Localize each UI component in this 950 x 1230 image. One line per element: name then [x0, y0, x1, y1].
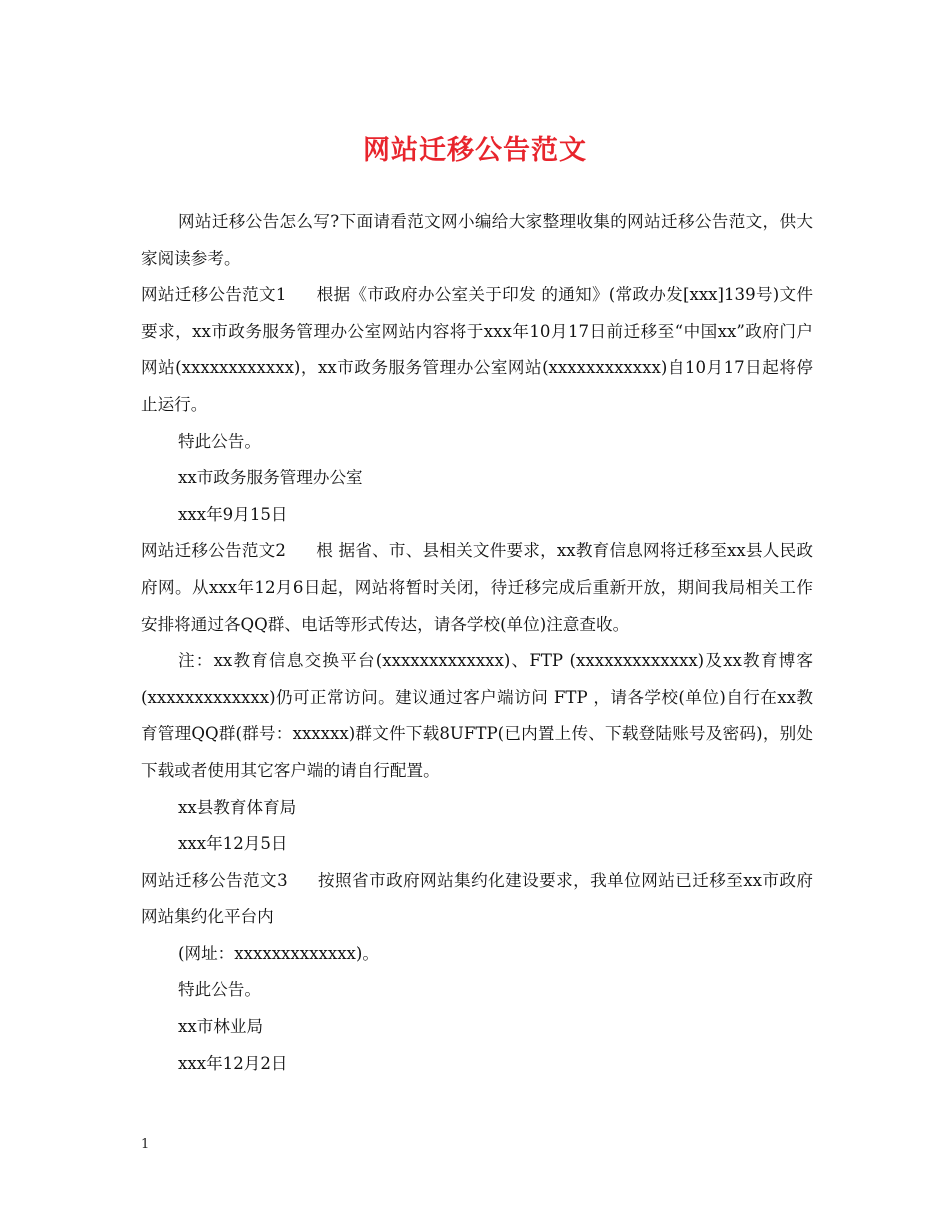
paragraph-text: (网址：xxxxxxxxxxxxx)。	[178, 943, 379, 963]
paragraph-text: 特此公告。	[178, 980, 261, 1000]
paragraph-text: 根 据省、市、县相关文件要求，xx教育信息网将迁移至xx县人民政府网。从xxx年12月6日起，网站将暂时关闭，待迁移完成后重新开放，期间我局相关工作安排将通过各QQ群、电话等形式传达，请各学校(单位)注意查收。	[141, 541, 813, 634]
closing-paragraph	[141, 972, 813, 1009]
paragraph-text: 注：xx教育信息交换平台(xxxxxxxxxxxxx)、FTP (xxxxxxxxxxxxx)及xx教育博客(xxxxxxxxxxxxx)仍可正常访问。建议通过客户端访问 FTP ，请各学校(单位)自行在xx教育管理QQ群(群号：xxxxxx)群文件下载8UFTP(已内置上传、下载登陆账号及密码)，别处下载或者使用其它客户端的请自行配置。	[141, 651, 813, 780]
paragraph-text: 根据《市政府办公室关于印发 的通知》(常政办发[xxx]139号)文件要求，xx市政务服务管理办公室网站内容将于xxx年10月17日前迁移至“中国xx”政府门户网站(xxxxxxxxxxxx)，xx市政务服务管理办公室网站(xxxxxxxxxxxx)自10月17日起将停止运行。	[141, 285, 813, 414]
paragraph-text: 特此公告。	[178, 431, 261, 451]
paragraph-text: xx县教育体育局	[178, 797, 297, 817]
date-line	[141, 1046, 813, 1083]
paragraph-text: 网站迁移公告怎么写?下面请看范文网小编给大家整理收集的网站迁移公告范文，供大家阅读参考。	[141, 212, 813, 268]
paragraph-text: xx市林业局	[178, 1017, 264, 1037]
sample-label: 网站迁移公告范文3	[141, 870, 288, 890]
sample-label: 网站迁移公告范文1	[141, 285, 287, 305]
paragraph-text: xx市政务服务管理办公室	[178, 468, 363, 488]
sample-2-paragraph	[141, 533, 813, 643]
closing-paragraph	[141, 424, 813, 461]
paragraph-text: 按照省市政府网站集约化建设要求，我单位网站已迁移至xx市政府网站集约化平台内	[141, 870, 813, 927]
issuer-line	[141, 790, 813, 827]
intro-paragraph	[141, 204, 813, 277]
sample-label: 网站迁移公告范文2	[141, 541, 286, 561]
date-line	[141, 826, 813, 863]
sample-1-paragraph	[141, 277, 813, 423]
paragraph-text: xxx年12月5日	[178, 834, 288, 854]
sample-3-paragraph	[141, 863, 813, 936]
date-line	[141, 497, 813, 534]
paragraph-text: xxx年9月15日	[178, 504, 288, 524]
page-number: 1	[141, 1137, 150, 1152]
note-paragraph	[141, 643, 813, 789]
issuer-line	[141, 460, 813, 497]
document-body	[141, 204, 813, 1082]
document-title: 网站迁移公告范文	[363, 135, 587, 166]
paragraph-text: xxx年12月2日	[178, 1053, 288, 1073]
issuer-line	[141, 1009, 813, 1046]
url-line	[141, 936, 813, 973]
